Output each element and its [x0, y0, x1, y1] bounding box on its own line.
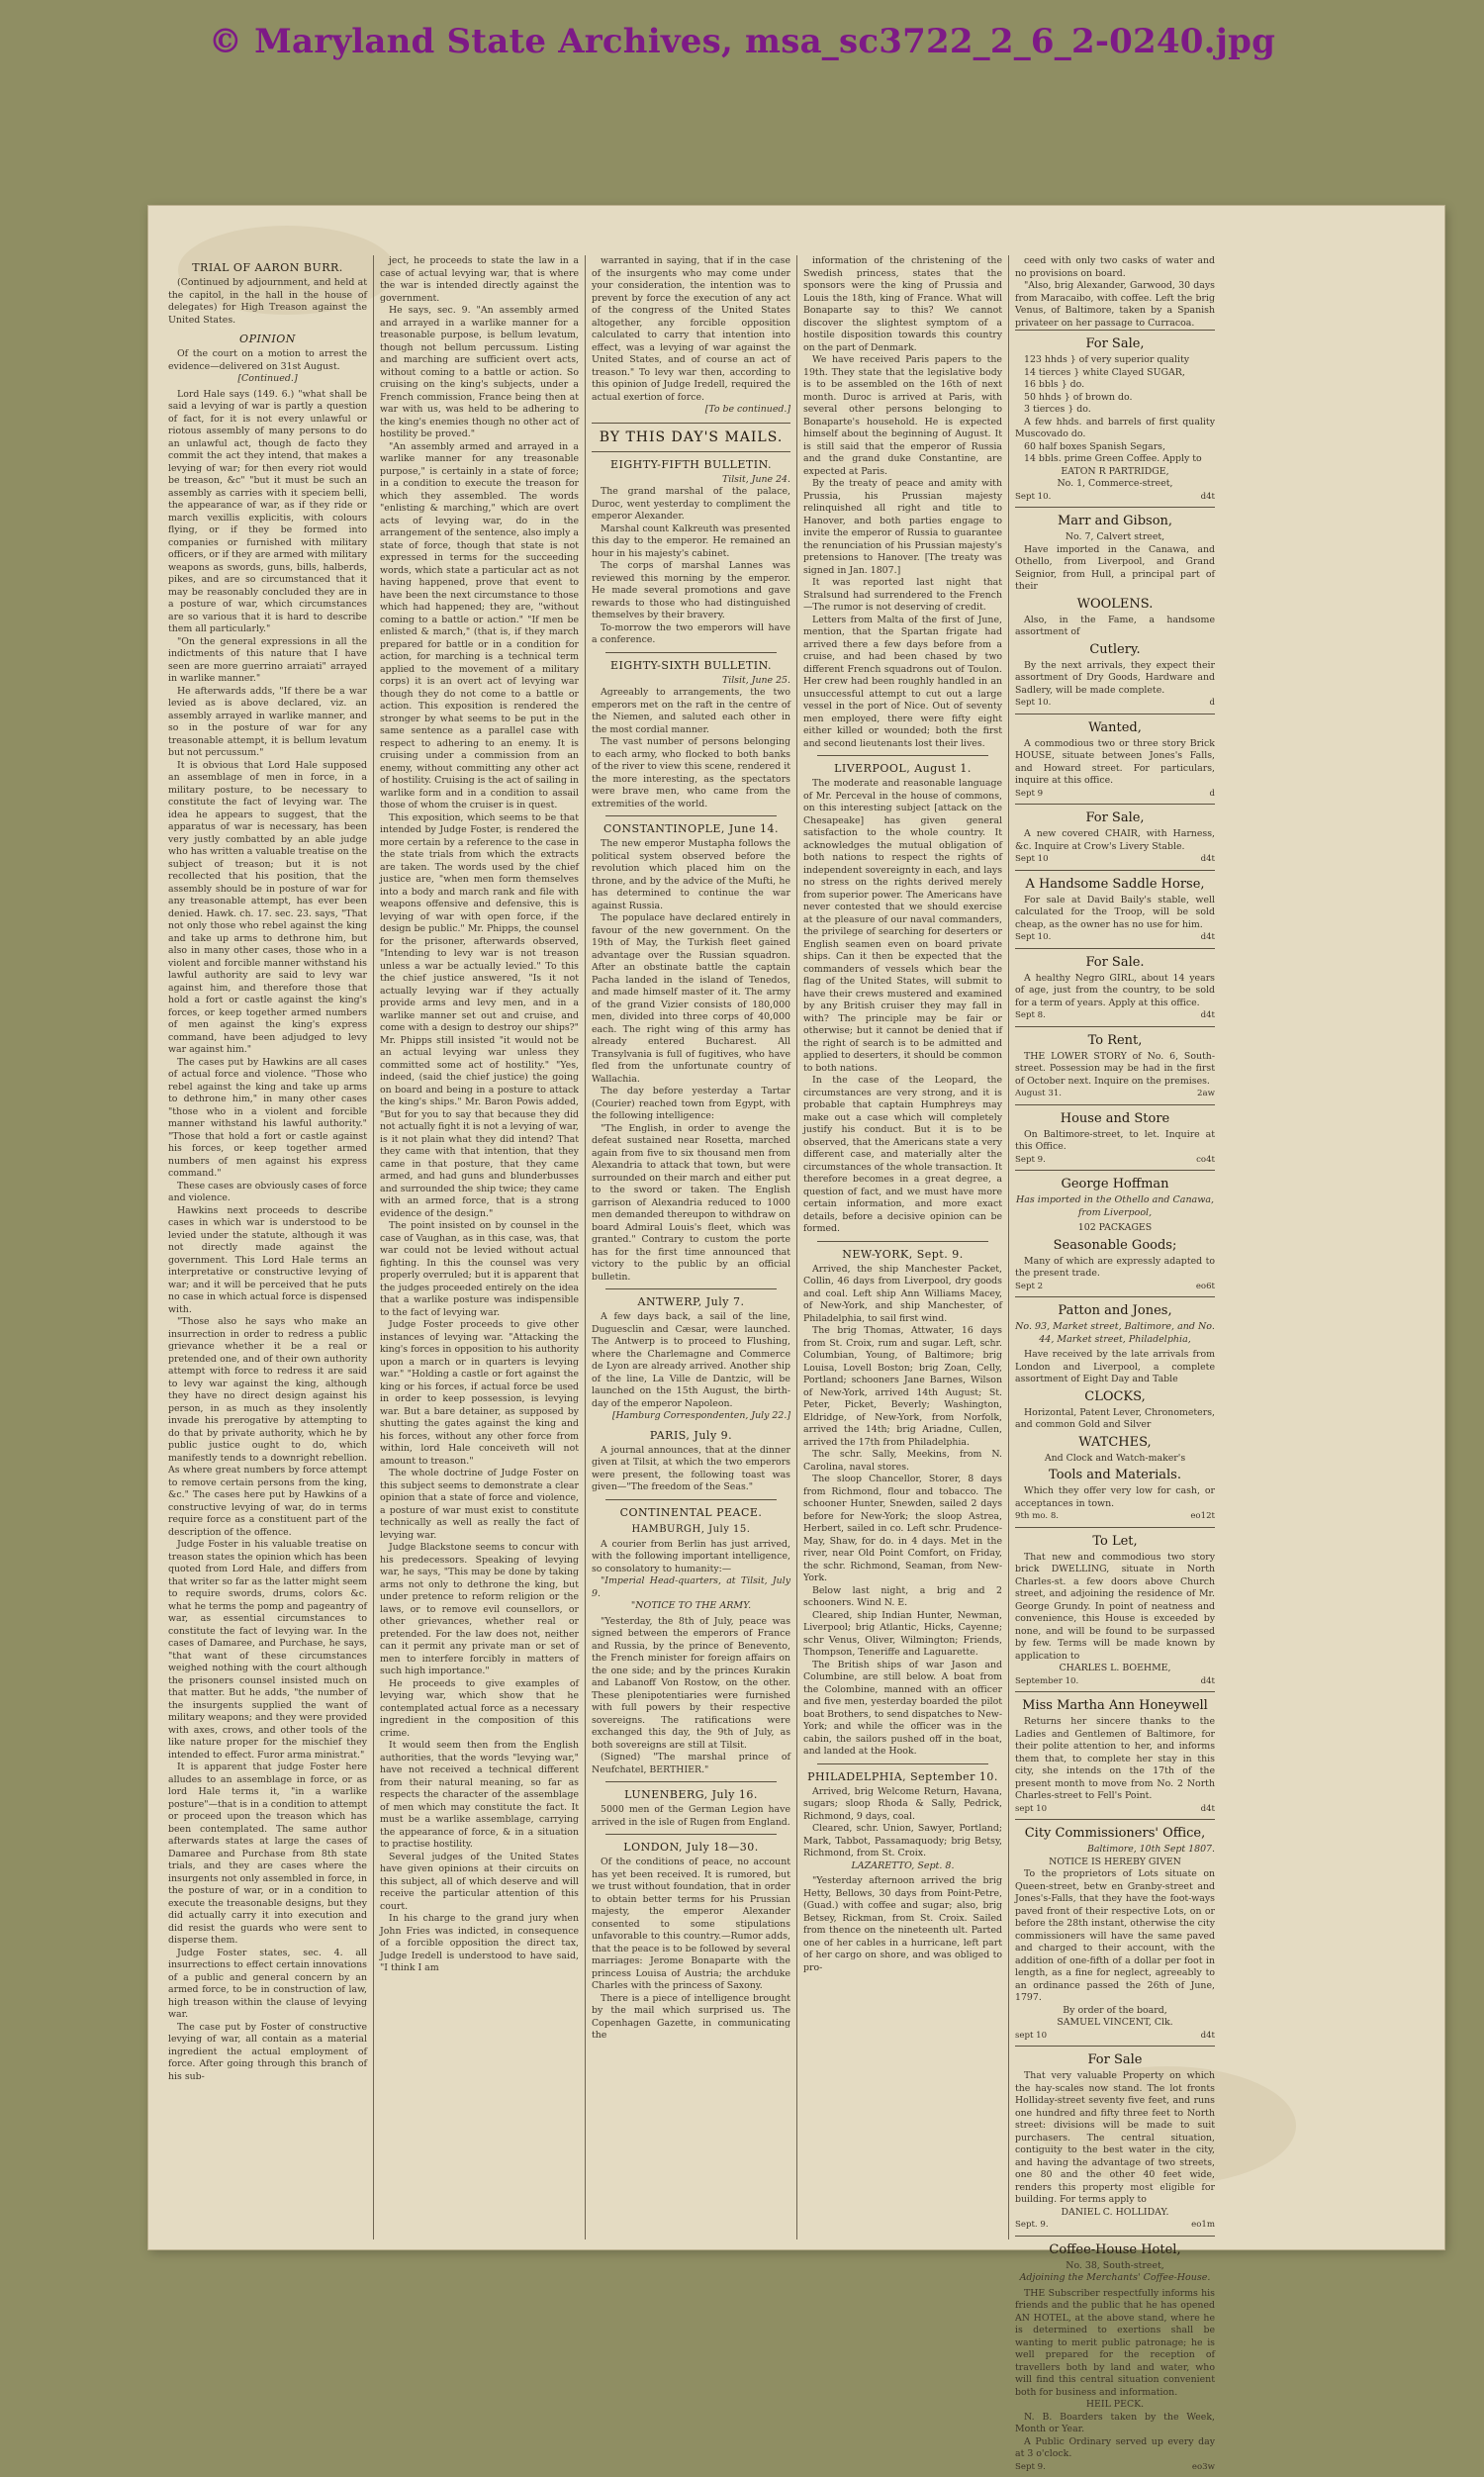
dateline-heading: LIVERPOOL, August 1.: [803, 761, 1002, 776]
ad-date: August 31.: [1015, 1088, 1062, 1100]
dateline: Tilsit, June 25.: [592, 675, 790, 688]
article-intro: (Continued by adjournment, and held at the capitol, in the hall in the house of delegates) for High Treason against the United States.: [168, 277, 367, 327]
paragraph: The British ships of war Jason and Columbine, are still below. A boat from the Colombine, manned with an officer and five men, yesterday boarded the pilot boat Brothers, to send dispatches to New-York; and while the officer was in the cabin, the sailors pushed off in the boat, and landed at the Hook.: [803, 1660, 1002, 1759]
paragraph: A courier from Berlin has just arrived, with the following important intelligence, so consolatory to humanity:—: [592, 1539, 790, 1576]
ad-body: That very valuable Property on which the hay-scales now stand. The lot fronts Holliday-street seventy five feet, and runs one hundred and fifty three feet to North street: divisions will be made to suit purchasers. The central situation, contiguity to the best water in the city, and having the advantage of two streets, one 80 and the other 40 feet wide, renders this property most eligible for building. For terms apply to: [1015, 2070, 1215, 2207]
ad-date: Sept 9.: [1015, 1154, 1046, 1167]
paragraph: To-morrow the two emperors will have a conference.: [592, 622, 790, 647]
ad-title: Patton and Jones,: [1015, 1302, 1215, 1319]
dateline-heading: CONSTANTINOPLE, June 14.: [592, 821, 790, 836]
dateline-heading: ANTWERP, July 7.: [592, 1294, 790, 1309]
paragraph: Cleared, ship Indian Hunter, Newman, Liverpool; brig Atlantic, Hicks, Cayenne; schr Venus, Oliver, Wilmington; Friends, Thompson, Teneriffe and Laguarette.: [803, 1610, 1002, 1660]
ad-body: To the proprietors of Lots situate on Queen-street, betw en Granby-street and Jones's-Falls, that they have the foot-ways paved front of their respective Lots, on or before the 28th instant, otherwise the city commissioners will have the same paved and charged to their account, with the addition of one-fifth of a dollar per foot in length, as a fine for neglect, agreeably to an ordinance passed the 26th of June, 1797.: [1015, 1868, 1215, 2005]
ad-date: Sept 9: [1015, 788, 1043, 801]
ad-title: George Hoffman: [1015, 1176, 1215, 1192]
ad-footer: [1015, 1675, 1215, 1688]
paragraph: "Yesterday afternoon arrived the brig Hetty, Bellows, 30 days from Point-Petre, (Guad.) with coffee and sugar; also, brig Betsey, Rickman, from St. Croix. Sailed from thence on the nineteenth ult. Parted one of her cables in a hurricane, left part of her cargo on shore, and was obliged to pro-: [803, 1875, 1002, 1974]
ad-notice: NOTICE IS HEREBY GIVEN: [1015, 1857, 1215, 1869]
ad-date: Sept 9.: [1015, 2461, 1046, 2474]
dateline-heading: CONTINENTAL PEACE.: [592, 1505, 790, 1520]
ad-footer: [1015, 931, 1215, 944]
ad-date: Sept 10.: [1015, 931, 1051, 944]
column-4: [797, 255, 1009, 2239]
ad-signature: EATON R PARTRIDGE,: [1015, 466, 1215, 479]
dateline-heading: EIGHTY-FIFTH BULLETIN.: [592, 457, 790, 472]
paragraph: In his charge to the grand jury when John Fries was indicted, in consequence of a forcible opposition the direct tax, Judge Iredell is understood to have said, "I think I am: [380, 1913, 579, 1975]
ad-saddle-horse: [1015, 871, 1215, 949]
ad-code: d4t: [1201, 1009, 1215, 1022]
ad-body: Have received by the late arrivals from London and Liverpool, a complete assortment of Eight Day and Table: [1015, 1349, 1215, 1386]
ad-footer: [1015, 1154, 1215, 1167]
column-2: [374, 255, 586, 2239]
ad-body: A Public Ordinary served up every day at 3 o'clock.: [1015, 2436, 1215, 2461]
newspaper-columns: [162, 255, 1434, 2239]
paragraph: He proceeds to give examples of levying war, which show that he contemplated actual force as a necessary ingredient in the composition of this crime.: [380, 1678, 579, 1741]
ad-line: 123 hhds } of very superior quality: [1015, 354, 1215, 367]
ad-body: Also, in the Fame, a handsome assortment of: [1015, 615, 1215, 639]
paragraph: He afterwards adds, "If there be a war levied as is above declared, viz. an assembly arrayed in warlike manner, and so in the posture of war for any treasonable attempt, it is bellum levatum but not percussum.": [168, 686, 367, 760]
paragraph: Cleared, schr. Union, Sawyer, Portland; Mark, Tabbot, Passamaquody; brig Betsy, Richmond, from St. Croix.: [803, 1823, 1002, 1860]
ad-code: d4t: [1201, 491, 1215, 504]
paragraph: The case put by Foster of constructive levying of war, all contain as a material ingredient the actual employment of force. After going through this branch of his sub-: [168, 2022, 367, 2084]
ad-title: To Let,: [1015, 1533, 1215, 1550]
ad-signature: SAMUEL VINCENT, Clk.: [1015, 2017, 1215, 2030]
paragraph: A few days back, a sail of the line, Duguesclin and Cæsar, were launched. The Antwerp is to proceed to Flushing, where the Charlemagne and Commerce de Lyon are already arrived. Another ship of the line, La Ville de Dantzic, will be launched on the 15th August, the birth-day of the emperor Napoleon.: [592, 1311, 790, 1410]
ad-line: 3 tierces } do.: [1015, 404, 1215, 417]
paragraph: It is obvious that Lord Hale supposed an assemblage of men in force, in a military posture, to be necessary to constitute the fact of levying war. The idea he appears to suggest, that the apparatus of war is necessary, has been very justly combatted by an able judge who has written a valuable treatise on the subject of treason; but it is not recollected that his position, that the assembly should be in posture of war for any treasonable attempt, has ever been denied. Hawk. ch. 17. sec. 23. says, "That not only those who rebel against the king and take up arms to dethrone him, but also in many other cases, those who in a violent and forcible manner withstand his lawful authority are said to levy war against him, and therefore those that hold a fort or castle against the king's forces, or keep together armed numbers of men against the king's express command, have been adjudged to levy war against him.": [168, 760, 367, 1057]
dateline-heading: PHILADELPHIA, September 10.: [803, 1769, 1002, 1784]
ad-title: For Sale: [1015, 2051, 1215, 2068]
ad-signature: CHARLES L. BOEHME,: [1015, 1663, 1215, 1675]
ad-footer: [1015, 697, 1215, 710]
paragraph: He says, sec. 9. "An assembly armed and arrayed in a warlike manner for a treasonable purpose, is bellum levatum, though not bellum percussum. Listing and marching are sufficient overt acts, without coming to a battle or action. So cruising on the king's subjects, under a French commission, France being then at war with us, was held to be adhering to the king's enemies though no other act of hostility be proved.": [380, 305, 579, 441]
paragraph: The grand marshal of the palace, Duroc, went yesterday to compliment the emperor Alexander.: [592, 486, 790, 524]
ad-line: 50 hhds } of brown do.: [1015, 392, 1215, 405]
paragraph: Marshal count Kalkreuth was presented this day to the emperor. He remained an hour in his majesty's cabinet.: [592, 524, 790, 561]
ad-display-line: Tools and Materials.: [1015, 1467, 1215, 1483]
ad-body: Returns her sincere thanks to the Ladies and Gentlemen of Baltimore, for their polite attention to her, and informs them that, to complete her stay in this city, she intends on the 17th of the present month to move from No. 2 North Charles-street to Fell's Point.: [1015, 1716, 1215, 1803]
ad-address: No. 7, Calvert street,: [1015, 531, 1215, 544]
ad-code: eo3w: [1192, 2461, 1215, 2474]
ad-date: sept 10: [1015, 1803, 1047, 1816]
ad-title: City Commissioners' Office,: [1015, 1825, 1215, 1842]
column-1: [162, 255, 374, 2239]
divider: [605, 1288, 777, 1289]
ad-house-and-store: [1015, 1105, 1215, 1172]
ad-for-sale-girl: [1015, 949, 1215, 1027]
ad-line: 102 PACKAGES: [1015, 1222, 1215, 1235]
paragraph: The sloop Chancellor, Storer, 8 days from Richmond, flour and tobacco. The schooner Hunter, Snewden, sailed 2 days before for New-York; the sloop Astrea, Herbert, sailed in co. Left schr. Prudence-May, Shaw, for do. in 4 days. Met in the river, near Old Point Comfort, on Friday, the schr. Richmond, Seaman, from New-York.: [803, 1474, 1002, 1585]
paragraph: In the case of the Leopard, the circumstances are very strong, and it is probable that captain Humphreys may make out a case which will completely justify his conduct. But it is to be observed, that the Americans state a very different case, and materially alter the circumstances of the whole transaction. It therefore becomes in a great degree, a question of fact, and we must have more certain information, and more exact details, before a decisive opinion can be formed.: [803, 1075, 1002, 1236]
ad-address: No. 38, South-street,: [1015, 2260, 1215, 2273]
ad-footer: [1015, 1510, 1215, 1523]
ad-signature: DANIEL C. HOLLIDAY.: [1015, 2207, 1215, 2220]
paragraph: The vast number of persons belonging to each army, who flocked to both banks of the river to view this scene, rendered it the more interesting, as the spectators were brave men, who came from the extremities of the world.: [592, 736, 790, 810]
ad-code: d4t: [1201, 1675, 1215, 1688]
ad-date: Sept 10: [1015, 853, 1049, 866]
paragraph: It is apparent that judge Foster here alludes to an assemblage in force, or as lord Hale terms it, "in a warlike posture"—that is in a condition to attempt or proceed upon the treason which has been contemplated. The same author afterwards states at large the cases of Damaree and Purchase from 8th state trials, and they are cases where the insurgents not only assembled in force, in the posture of war, or in a condition to execute the treasonable designs, but they did actually carry it into execution and did resist the guards who were sent to disperse them.: [168, 1762, 367, 1948]
ad-code: eo6t: [1196, 1281, 1215, 1293]
divider: [605, 1781, 777, 1782]
dateline-heading: LONDON, July 18—30.: [592, 1840, 790, 1855]
ad-display-line: CLOCKS,: [1015, 1388, 1215, 1405]
ad-body: That new and commodious two story brick DWELLING, situate in North Charles-st. a few doors above Church street, and adjoining the residence of Mr. George Grundy. In point of neatness and convenience, this House is exceeded by none, and will be found to be surpassed by few. Terms will be made known by application to: [1015, 1552, 1215, 1664]
ad-title: Wanted,: [1015, 719, 1215, 736]
ad-body: THE LOWER STORY of No. 6, South-street. Possession may be had in the first of October next. Inquire on the premises.: [1015, 1051, 1215, 1089]
ad-body: By the next arrivals, they expect their assortment of Dry Goods, Hardware and Sadlery, will be made complete.: [1015, 660, 1215, 698]
ad-title: For Sale,: [1015, 335, 1215, 352]
ad-footer: [1015, 491, 1215, 504]
dateline-heading: PARIS, July 9.: [592, 1428, 790, 1443]
ad-title: Miss Martha Ann Honeywell: [1015, 1697, 1215, 1714]
ad-title: Coffee-House Hotel,: [1015, 2241, 1215, 2258]
ad-line: 16 bbls } do.: [1015, 379, 1215, 392]
ad-code: d4t: [1201, 853, 1215, 866]
paragraph: The populace have declared entirely in favour of the new government. On the 19th of May, the Turkish fleet gained advantage over the Russian squadron. After an obstinate battle the captain Pacha landed in the island of Tenedos, and made himself master of it. The army of the grand Vizier consists of 180,000 men, divided into three corps of 40,000 each. The right wing of this army has already entered Bucharest. All Transylvania is full of fugitives, who have fled from the unfortunate country of Wallachia.: [592, 912, 790, 1086]
ad-body: A healthy Negro GIRL, about 14 years of age, just from the country, to be sold for a term of years. Apply at this office.: [1015, 973, 1215, 1010]
dateline: LAZARETTO, Sept. 8.: [803, 1860, 1002, 1873]
ad-date: Sept 10.: [1015, 697, 1051, 710]
ad-wanted-house: [1015, 715, 1215, 806]
ad-patton-and-jones: [1015, 1297, 1215, 1528]
paragraph: 5000 men of the German Legion have arrived in the isle of Rugen from England.: [592, 1804, 790, 1829]
ad-city-commissioners: [1015, 1820, 1215, 2047]
ad-footer: [1015, 2461, 1215, 2474]
ad-body: And Clock and Watch-maker's: [1015, 1453, 1215, 1466]
paragraph: "On the general expressions in all the indictments of this nature that I have seen are more guerrino arraiati" arrayed in warlike manner.": [168, 636, 367, 686]
paragraph: warranted in saying, that if in the case of the insurgents who may come under your consideration, the intention was to prevent by force the execution of any act of the congress of the United States altogether, any forcible opposition calculated to carry that intention into effect, was a levying of war against the United States, and of course an act of treason." To levy war then, according to this opinion of Judge Iredell, required the actual exertion of force.: [592, 255, 790, 404]
article-title: TRIAL OF AARON BURR.: [168, 260, 367, 275]
ad-to-let: [1015, 1528, 1215, 1693]
paragraph: The day before yesterday a Tartar (Courier) reached town from Egypt, with the following intelligence:: [592, 1086, 790, 1123]
divider: [817, 755, 988, 756]
ad-to-rent: [1015, 1027, 1215, 1105]
ad-code: d4t: [1201, 2030, 1215, 2043]
divider: [605, 1834, 777, 1835]
ad-date: Sept 2: [1015, 1281, 1043, 1293]
paragraph: "Yesterday, the 8th of July, peace was signed between the emperors of France and Russia, by the prince of Benevento, the French minister for foreign affairs on the one side; and by the princes Kurakin and Labanoff Von Rostow, on the other. These plenipotentiaries were furnished with full powers by their respective sovereigns. The ratifications were exchanged this day, the 9th of July, as both sovereigns are still at Tilsit.: [592, 1616, 790, 1753]
ad-body: Which they offer very low for cash, or acceptances in town.: [1015, 1485, 1215, 1510]
paragraph: Agreeably to arrangements, the two emperors met on the raft in the centre of the Niemen, and saluted each other in the most cordial manner.: [592, 687, 790, 736]
paragraph: Below last night, a brig and 2 schooners. Wind N. E.: [803, 1585, 1002, 1610]
divider: [605, 815, 777, 816]
dateline-heading: HAMBURGH, July 15.: [592, 1522, 790, 1537]
ad-sugar-for-sale: [1015, 330, 1215, 508]
paragraph: The new emperor Mustapha follows the political system observed before the revolution which placed him on the throne, and by the advice of the Mufti, he has determined to continue the war against Russia.: [592, 838, 790, 912]
paragraph: The whole doctrine of Judge Foster on this subject seems to demonstrate a clear opinion that a state of force and violence, a posture of war must exist to constitute technically as well as really the fact of levying war.: [380, 1468, 579, 1542]
ad-dateline: Baltimore, 10th Sept 1807.: [1015, 1844, 1215, 1857]
ad-body: By order of the board,: [1015, 2005, 1215, 2018]
section-heading: OPINION: [168, 332, 367, 346]
paragraph: Of the court on a motion to arrest the evidence—delivered on 31st August.: [168, 348, 367, 373]
ad-date: September 10.: [1015, 1675, 1078, 1688]
paragraph: The cases put by Hawkins are all cases of actual force and violence. "Those who rebel against the king and take up arms to dethrone him," in many other cases "those who in a violent and forcible manner withstand his lawful authority." "Those that hold a fort or castle against his forces, or keep together armed numbers of men against his express command.": [168, 1057, 367, 1181]
paragraph: The moderate and reasonable language of Mr. Perceval in the house of commons, on this interesting subject [attack on the Chesapeake] has given general satisfaction to the whole country. It acknowledges the mutual obligation of both nations to respect the rights of independent sovereignty in each, and lays no stress on the rights derived merely from superior power. The Americans have never contested that we should exercise at the pleasure of our naval commanders, the privilege of searching for deserters or English seamen even on board private ships. Can it then be expected that the commanders of vessels which bear the flag of the United States, will submit to have their crews mustered and examined by any British cruiser they may fall in with? The principle may be fair or otherwise; but it cannot be denied that if the right of search is to be admitted and applied to deserters, it should be common to both nations.: [803, 778, 1002, 1075]
paragraph: The schr. Sally, Meekins, from N. Carolina, naval stores.: [803, 1449, 1002, 1474]
ad-signature: HEIL PECK.: [1015, 2399, 1215, 2412]
newspaper-page: [148, 206, 1444, 2249]
paragraph: Judge Foster proceeds to give other instances of levying war. "Attacking the king's forces in opposition to his authority upon a march or in quarters is levying war." "Holding a castle or fort against the king or his forces, if actual force be used in order to keep possession, is levying war. But a bare detainer, as supposed by shutting the gates against the king and his forces, without any other force from within, lord Hale conceiveth will not amount to treason.": [380, 1319, 579, 1468]
ad-address: No. 93, Market street, Baltimore, and No. 44, Market street, Philadelphia,: [1015, 1321, 1215, 1346]
ad-code: 2aw: [1197, 1088, 1215, 1100]
archive-watermark: © Maryland State Archives, msa_sc3722_2_6_2-0240.jpg: [0, 22, 1484, 81]
paragraph: The brig Thomas, Attwater, 16 days from St. Croix, rum and sugar. Left, schr. Columbian, Young, of Baltimore; brig Louisa, Lovell Boston; brig Zoan, Celly, Portland; schooners Jane Barnes, Wilson of New-York, arrived 14th August; St. Peter, Picket, Beverly; Washington, Eldridge, of New-York, from Norfolk, arrived the 14th; brig Ariadne, Cullen, arrived the 17th from Philadelphia.: [803, 1325, 1002, 1449]
paragraph: This exposition, which seems to be that intended by Judge Foster, is rendered the more certain by a reference to the case in the state trials from which the extracts are taken. The words used by the chief justice are, "when men form themselves into a body and march rank and file with weapons offensive and defensive, this is levying of war with open force, if the design be public." Mr. Phipps, the counsel for the prisoner, afterwards observed, "Intending to levy war is not treason unless a war be actually levied." To this the chief justice answered, "Is it not actually levying war if they actually provide arms and levy men, and in a warlike manner set out and cruise, and come with a design to destroy our ships?" Mr. Phipps still insisted "it would not be an actual levying war unless they committed some act of hostility." "Yes, indeed, (said the chief justice) the going on board and being in a posture to attack the king's ships." Mr. Baron Powis added, "But for you to say that because they did not actually fight it is not a levying of war, is it not plain what they did intend? That they came with that intention, that they came in that posture, that they came armed, and had guns and blunderbusses and surrounded the ship twice; they came with an armed force, that is a strong evidence of the design.": [380, 812, 579, 1221]
ad-body: THE Subscriber respectfully informs his friends and the public that he has opened AN HOTEL, at the above stand, where he is determined to exertions shall be wanting to merit public patronage; he is well prepared for the reception of travellers both by land and water, who will find this central situation convenient both for business and information.: [1015, 2288, 1215, 2400]
ad-title: Marr and Gibson,: [1015, 513, 1215, 529]
ad-body: A commodious two or three story Brick HOUSE, situate between Jones's Falls, and Howard street. For particulars, inquire at this office.: [1015, 738, 1215, 788]
divider: [817, 1763, 988, 1764]
paragraph: The point insisted on by counsel in the case of Vaughan, as in this case, was, that war could not be levied without actual fighting. In this the counsel was very properly overruled; but it is apparent that the judges proceeded entirely on the idea that a warlike posture was indispensible to the fact of levying war.: [380, 1220, 579, 1319]
ad-subtitle: Has imported in the Othello and Canawa, from Liverpool,: [1015, 1194, 1215, 1219]
dateline-heading: LUNENBERG, July 16.: [592, 1787, 790, 1802]
signature: (Signed) "The marshal prince of Neufchatel, BERTHIER.": [592, 1752, 790, 1776]
paragraph: Arrived, the ship Manchester Packet, Collin, 46 days from Liverpool, dry goods and coal. Left ship Ann Williams Macey, of New-York, and ship Manchester, of Philadelphia, to sail first wind.: [803, 1264, 1002, 1326]
continued-note: [To be continued.]: [592, 404, 790, 417]
ad-code: d4t: [1201, 931, 1215, 944]
ad-line: 60 half boxes Spanish Segars,: [1015, 441, 1215, 454]
ad-date: Sept 8.: [1015, 1009, 1046, 1022]
ad-code: eo12t: [1190, 1510, 1215, 1523]
ad-title: House and Store: [1015, 1110, 1215, 1127]
paragraph: "Also, brig Alexander, Garwood, 30 days from Maracaibo, with coffee. Left the brig Venus, of Baltimore, taken by a Spanish privateer on her passage to Curracoa.: [1015, 280, 1215, 330]
ad-date: sept 10: [1015, 2030, 1047, 2043]
ad-display-line: WATCHES,: [1015, 1434, 1215, 1451]
ad-body: Horizontal, Patent Lever, Chronometers, and common Gold and Silver: [1015, 1407, 1215, 1432]
ad-address: No. 1, Commerce-street,: [1015, 478, 1215, 491]
ad-code: co4t: [1196, 1154, 1215, 1167]
paragraph: Letters from Malta of the first of June, mention, that the Spartan frigate had arrived there a few days before from a cruise, and had been chased by two different French squadrons out of Toulon. Her crew had been roughly handled in an unsuccessful attempt to cut out a large vessel in the port of Nice. Out of seventy men employed, there were fifty eight either killed or wounded; both the first and second lieutenants lost their lives.: [803, 615, 1002, 751]
divider: [817, 1241, 988, 1242]
paragraph: There is a piece of intelligence brought by the mail which surprised us. The Copenhagen Gazette, in communicating the: [592, 1993, 790, 2043]
ad-display-line: Cutlery.: [1015, 641, 1215, 658]
paragraph: Lord Hale says (149. 6.) "what shall be said a levying of war is partly a question of fact, for it is not every unlawful or riotous assembly of many persons to do an unlawful act, though de facto they commit the act they intend, that makes a levying of war; for then every riot would be treason, &c" "but it must be such an assembly as carries with it speciem belli, the appearance of war, as if they ride or march vexillis explicitis, with colours flying, or if they be formed into companies or furnished with military officers, or if they are armed with military weapons as swords, guns, bills, halberds, pikes, and are so circumstanced that it may be reasonably concluded they are in a posture of war, which circumstances are so various that it is hard to describe them all particularly.": [168, 389, 367, 636]
ad-display-line: Seasonable Goods;: [1015, 1237, 1215, 1254]
paragraph: A journal announces, that at the dinner given at Tilsit, at which the two emperors were present, the following toast was given—"The freedom of the Seas.": [592, 1445, 790, 1494]
ad-code: d: [1209, 788, 1215, 801]
notice-heading: "NOTICE TO THE ARMY.: [592, 1600, 790, 1613]
column-3: [586, 255, 797, 2239]
ad-title: For Sale,: [1015, 810, 1215, 826]
paragraph: "The English, in order to avenge the defeat sustained near Rosetta, marched again from five to six thousand men from Alexandria to attack that town, but were surrounded on their march and either put to the sword or taken. The English garrison of Alexandria reduced to 1000 men demanded thereupon to withdraw on board Admiral Louis's fleet, which was granted." Contrary to custom the porte has for the first time announced that victory to the public by an official bulletin.: [592, 1123, 790, 1285]
source-note: [Hamburg Correspondenten, July 22.]: [592, 1410, 790, 1423]
paragraph: "Imperial Head-quarters, at Tilsit, July 9.: [592, 1575, 790, 1600]
ad-date: 9th mo. 8.: [1015, 1510, 1059, 1523]
mails-heading: BY THIS DAY'S MAILS.: [592, 423, 790, 452]
paragraph: By the treaty of peace and amity with Prussia, his Prussian majesty relinquished all right and title to Hanover, and both parties engage to invite the emperor of Russia to guarantee the renunciation of his Prussian majesty's pretensions to Hanover. [The treaty was signed in Jan. 1807.]: [803, 478, 1002, 577]
ad-date: Sept. 9.: [1015, 2219, 1049, 2232]
paragraph: ceed with only two casks of water and no provisions on board.: [1015, 255, 1215, 280]
divider: [605, 652, 777, 653]
ad-honeywell: [1015, 1692, 1215, 1820]
ad-chair-for-sale: [1015, 805, 1215, 871]
ad-footer: [1015, 1281, 1215, 1293]
paragraph: It would seem then from the English authorities, that the words "levying war," have not received a technical different from their natural meaning, so far as respects the character of the assemblage of men which may constitute the fact. It must be a warlike assemblage, carrying the appearance of force, & in a situation to practise hostility.: [380, 1740, 579, 1852]
column-5-advertisements: [1009, 255, 1221, 2239]
paragraph: "An assembly armed and arrayed in a warlike manner for any treasonable purpose," is certainly in a state of force; in a condition to execute the treason for which they assembled. The words "enlisting & marching," which are overt acts of levying war, do in the arrangement of the sentence, also imply a state of force, though that state is not expressed in terms for the succeeding words, which state a particular act as not having happened, prove that event to have been the next circumstance to those which had happened; they are, "without coming to a battle or action." "If men be enlisted & march," (that is, if they march prepared for battle or in a condition for action, for marching is a technical term applied to the movement of a military corps) it is an overt act of levying war though they do not come to a battle or action. This exposition is rendered the stronger by what seems to be put in the same sentence as a parallel case with respect to adhering to an enemy. It is cruising under a commission from an enemy, without committing any other act of hostility. Cruising is the act of sailing in warlike form and in a condition to assail those of whom the cruiser is in quest.: [380, 441, 579, 812]
ad-body: A new covered CHAIR, with Harness, &c. Inquire at Crow's Livery Stable.: [1015, 828, 1215, 853]
ad-body: On Baltimore-street, to let. Inquire at this Office.: [1015, 1129, 1215, 1154]
paragraph: Judge Foster in his valuable treatise on treason states the opinion which has been quoted from Lord Hale, and differs from that writer so far as the latter might seem to require swords, drums, colors &c. what he terms the pomp and pageantry of war, as essential circumstances to constitute the fact of levying war. In the cases of Damaree, and Purchase, he says, "that want of these circumstances weighed nothing with the court although the prisoners counsel insisted much on that matter. But he adds, "the number of the insurgents supplied the want of military weapons; and they were provided with axes, crows, and other tools of the like nature proper for the mischief they intended to effect. Furor arma ministrat.": [168, 1539, 367, 1762]
paragraph: Of the conditions of peace, no account has yet been received. It is rumored, but we trust without foundation, that in order to obtain better terms for his Prussian majesty, the emperor Alexander consented to some stipulations unfavorable to this country.—Rumor adds, that the peace is to be followed by several marriages: Jerome Bonaparte with the princess Louisa of Austria; the archduke Charles with the princess of Saxony.: [592, 1857, 790, 1993]
ad-title: For Sale.: [1015, 954, 1215, 971]
ad-footer: [1015, 2219, 1215, 2232]
paragraph: The corps of marshal Lannes was reviewed this morning by the emperor. He made several promotions and gave rewards to those who had distinguished themselves by their bravery.: [592, 560, 790, 622]
ad-body: For sale at David Baily's stable, well calculated for the Troop, will be sold cheap, as the owner has no use for him.: [1015, 895, 1215, 932]
paragraph: We have received Paris papers to the 19th. They state that the legislative body is to be assembled on the 16th of next month. Duroc is arrived at Paris, with several other persons belonging to Bonaparte's household. He is expected himself about the beginning of August. It is still said that the emperor of Russia and the grand duke Constantine, are expected at Paris.: [803, 354, 1002, 478]
paragraph: Judge Foster states, sec. 4. all insurrections to effect certain innovations of a public and general concern by an armed force, to be in construction of law, high treason within the clause of levying war.: [168, 1948, 367, 2022]
ad-display-line: WOOLENS.: [1015, 596, 1215, 613]
ad-title: A Handsome Saddle Horse,: [1015, 876, 1215, 893]
continued-note: [Continued.]: [168, 373, 367, 386]
dateline-heading: EIGHTY-SIXTH BULLETIN.: [592, 658, 790, 673]
ad-body: Have imported in the Canawa, and Othello, from Liverpool, and Grand Seignior, from Hull, a principal part of their: [1015, 544, 1215, 594]
paragraph: It was reported last night that Stralsund had surrendered to the French—The rumor is not deserving of credit.: [803, 577, 1002, 615]
ad-coffee-house-hotel: [1015, 2237, 1215, 2477]
paragraph: Arrived, brig Welcome Return, Havana, sugars; sloop Rhoda & Sally, Pedrick, Richmond, 9 days, coal.: [803, 1786, 1002, 1824]
ad-footer: [1015, 1803, 1215, 1816]
ad-subtitle: Adjoining the Merchants' Coffee-House.: [1015, 2272, 1215, 2285]
paragraph: These cases are obviously cases of force and violence.: [168, 1181, 367, 1205]
ad-title: To Rent,: [1015, 1032, 1215, 1049]
ad-footer: [1015, 853, 1215, 866]
paragraph: Judge Blackstone seems to concur with his predecessors. Speaking of levying war, he says, "This may be done by taking arms not only to dethrone the king, but under pretence to reform religion or the laws, or to remove evil counsellors, or other grievances, whether real or pretended. For the law does not, neither can it permit any private man or set of men to interfere forcibly in matters of such high importance.": [380, 1542, 579, 1678]
dateline-heading: NEW-YORK, Sept. 9.: [803, 1247, 1002, 1262]
divider: [605, 1499, 777, 1500]
ad-body: N. B. Boarders taken by the Week, Month or Year.: [1015, 2412, 1215, 2436]
ad-line: 14 bbls. prime Green Coffee. Apply to: [1015, 453, 1215, 466]
ad-footer: [1015, 2030, 1215, 2043]
ad-line: A few hhds. and barrels of first quality Muscovado do.: [1015, 417, 1215, 441]
paragraph: information of the christening of the Swedish princess, states that the sponsors were the king of Prussia and Louis the 18th, king of France. What will Bonaparte say to this? We cannot discover the slightest symptom of a hostile disposition towards this country on the part of Denmark.: [803, 255, 1002, 354]
dateline: Tilsit, June 24.: [592, 474, 790, 487]
ad-code: d4t: [1201, 1803, 1215, 1816]
paragraph: ject, he proceeds to state the law in a case of actual levying war, that is where the war is intended directly against the government.: [380, 255, 579, 305]
paragraph: "Those also he says who make an insurrection in order to redress a public grievance whether it be a real or pretended one, and of their own authority attempt with force to redress it are said to levy war against the king, although they have no direct design against his person, in as much as they insolently invade his prerogative by attempting to do that by private authority, which he by public justice ought to do, which manifestly tends to a downright rebellion. As where great numbers by force attempt to remove certain persons from the king, &c." The cases here put by Hawkins of a constructive levying of war, do in terms require force as a constituent part of the description of the offence.: [168, 1316, 367, 1539]
paragraph: Several judges of the United States have given opinions at their circuits on this subject, all of which deserve and will receive the particular attention of this court.: [380, 1852, 579, 1914]
ad-marr-and-gibson: [1015, 508, 1215, 715]
ad-george-hoffman: [1015, 1171, 1215, 1297]
ad-code: eo1m: [1191, 2219, 1215, 2232]
paragraph: Hawkins next proceeds to describe cases in which war is understood to be levied under the statute, although it was not directly made against the government. This Lord Hale terms an interpretative or constructive levying of war; and it will be perceived that he puts no case in which actual force is dispensed with.: [168, 1205, 367, 1317]
ad-footer: [1015, 1088, 1215, 1100]
ad-hay-scales-property: [1015, 2047, 1215, 2237]
ad-code: d: [1209, 697, 1215, 710]
ad-body: Many of which are expressly adapted to the present trade.: [1015, 1256, 1215, 1281]
ad-footer: [1015, 1009, 1215, 1022]
ad-date: Sept 10.: [1015, 491, 1051, 504]
ad-footer: [1015, 788, 1215, 801]
ad-line: 14 tierces } white Clayed SUGAR,: [1015, 367, 1215, 380]
